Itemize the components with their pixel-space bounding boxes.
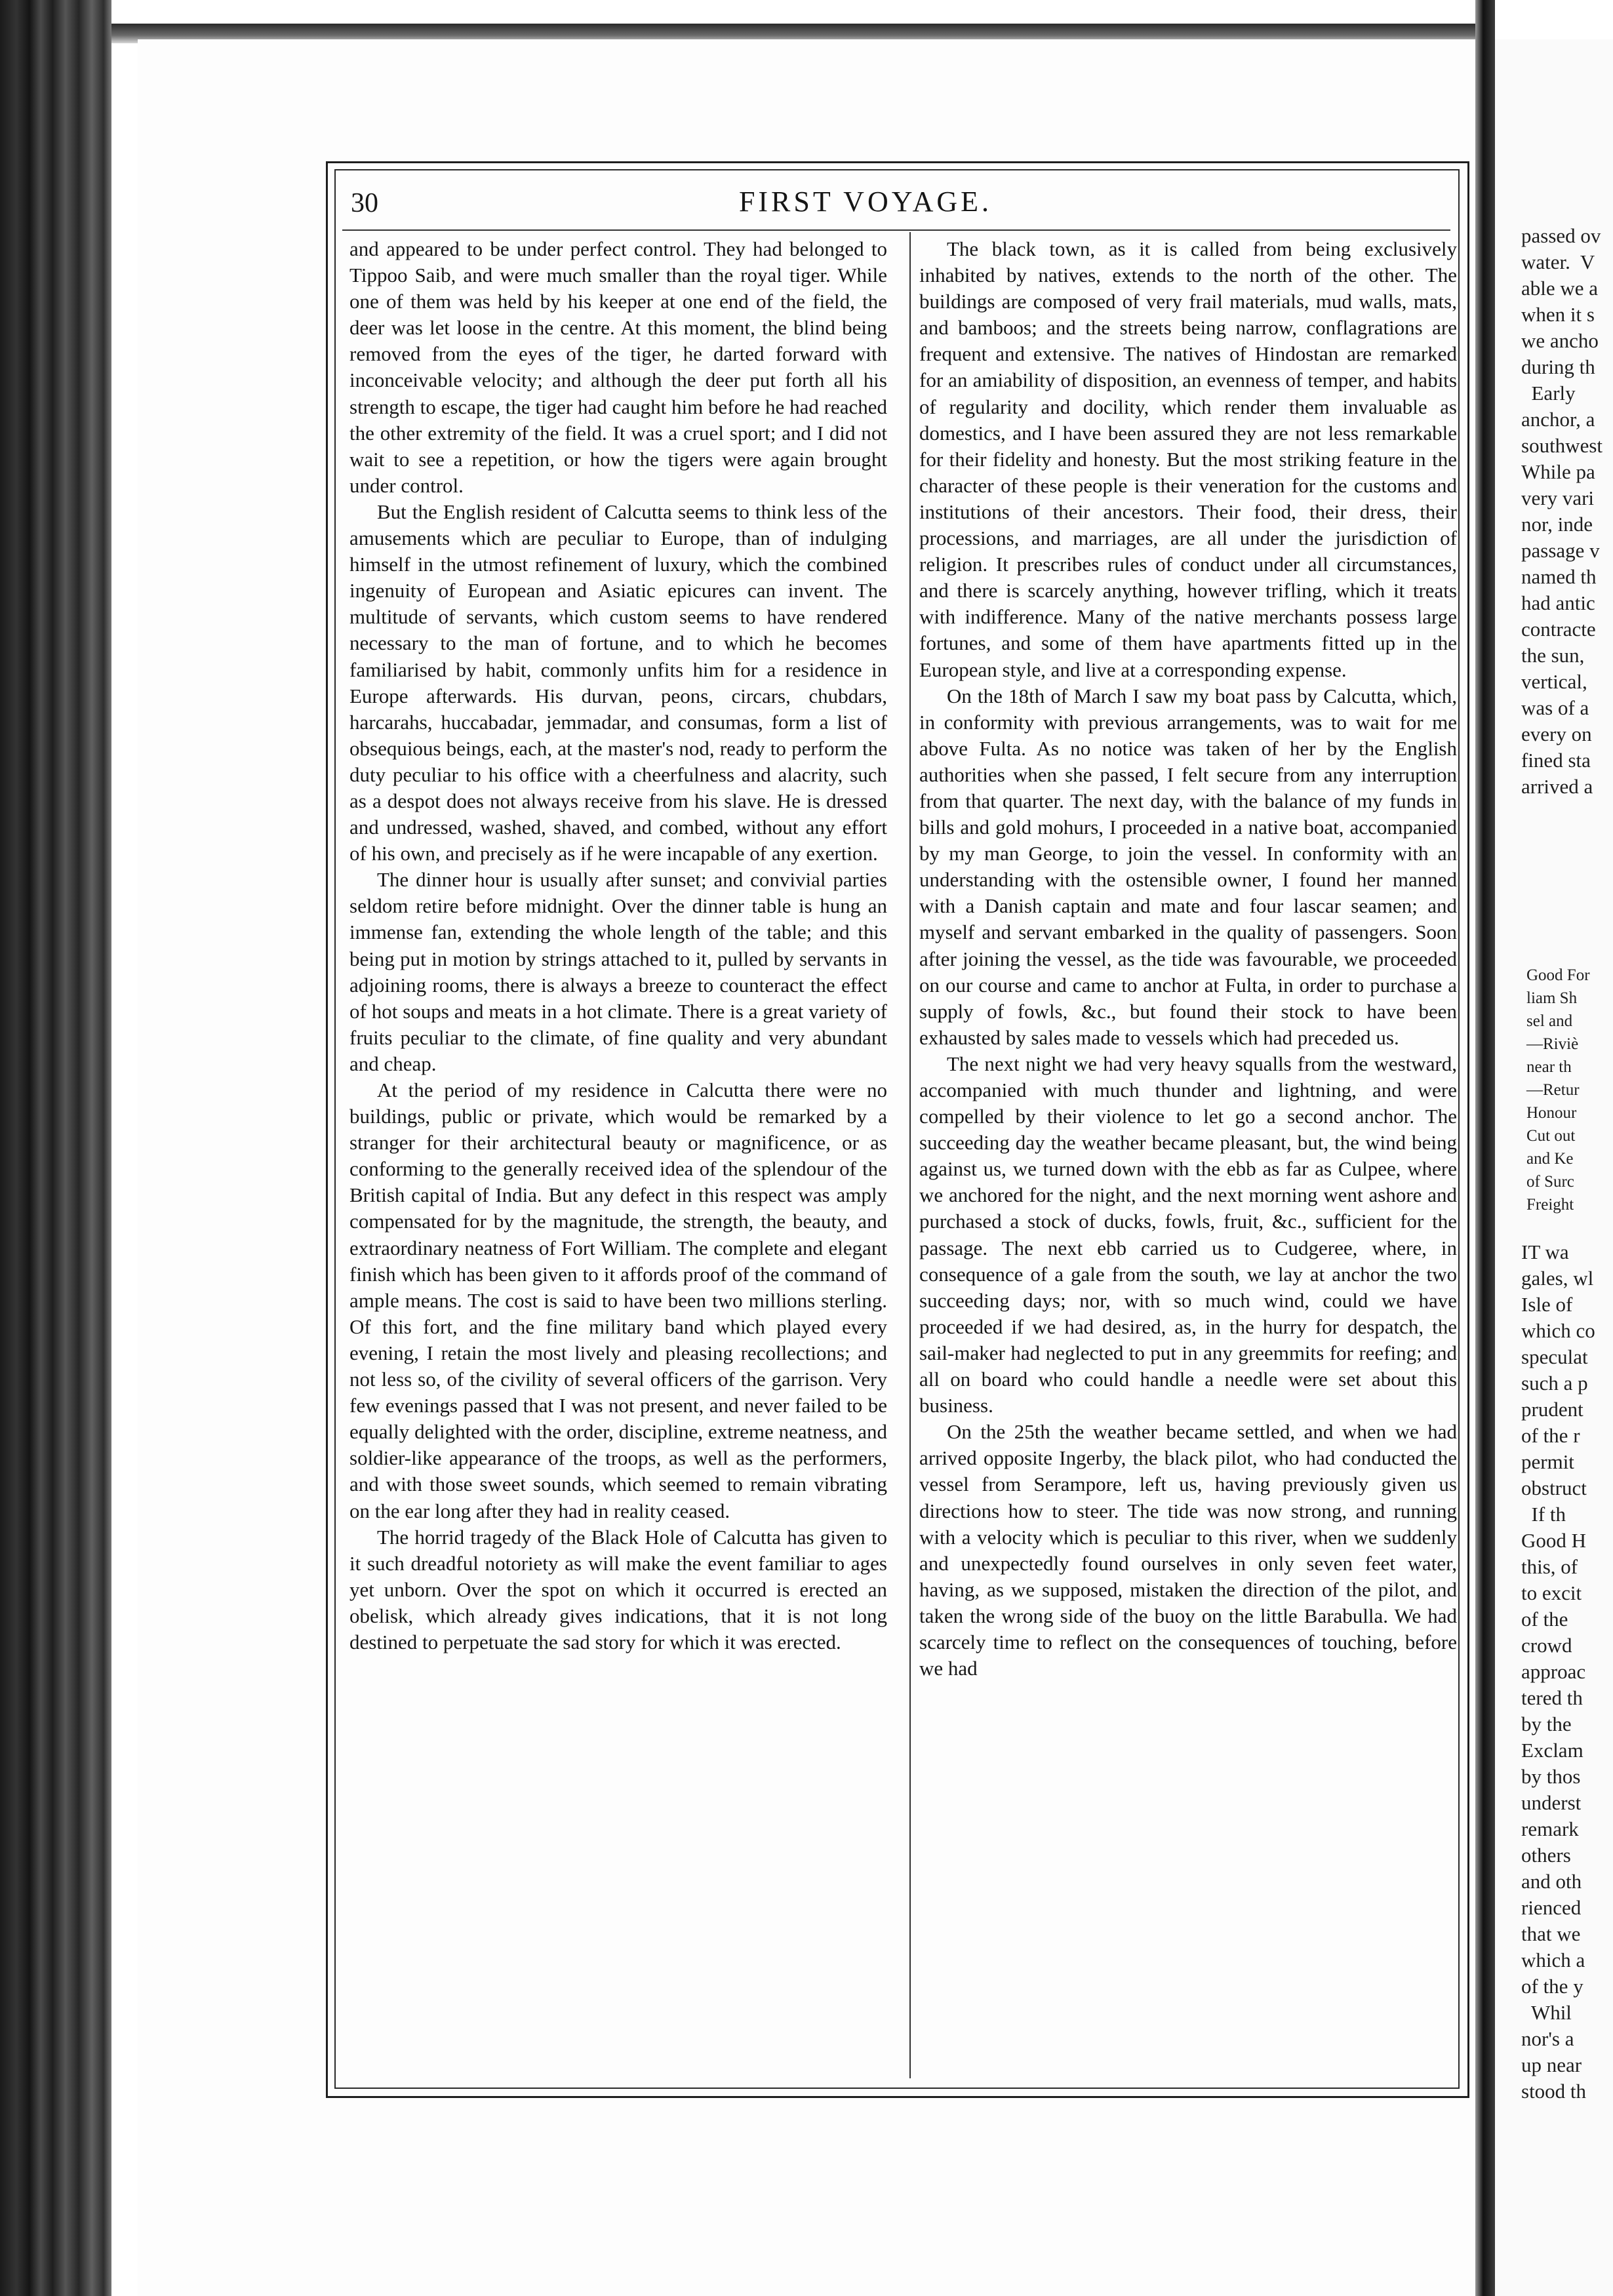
facing-page-line: contracte: [1521, 618, 1596, 641]
facing-page-line: of Surc: [1526, 1173, 1574, 1191]
facing-page-line: underst: [1521, 1791, 1582, 1814]
paragraph: and appeared to be under perfect control. They had belonged to Tippoo Saib, and were much smaller than the royal tiger. While one of them was held by his keeper at one end of the field, the deer was let loose in the centre. At this moment, the blind being removed from the eyes of the tiger, he darted forward with inconceivable velocity; and although the deer put forth all his strength to escape, the tiger had caught him before he had reached the other extremity of the field. It was a cruel sport; and I did not wait to see a repetition, or how the tigers were again brought under control.: [349, 237, 887, 497]
facing-page-line: to excit: [1521, 1581, 1582, 1604]
facing-page-top-text: [1521, 223, 1603, 800]
facing-page-line: others: [1521, 1844, 1571, 1867]
facing-page-line: and Ke: [1526, 1150, 1574, 1168]
facing-page-line: passage v: [1521, 539, 1600, 562]
facing-page-line: of the r: [1521, 1424, 1580, 1447]
facing-page-line: up near: [1521, 2053, 1582, 2076]
facing-page-line: gales, wl: [1521, 1267, 1594, 1290]
facing-page-line: Isle of: [1521, 1293, 1573, 1316]
facing-page-line: prudent: [1521, 1398, 1583, 1421]
facing-page-line: Honour: [1526, 1104, 1577, 1122]
facing-page-line: near th: [1526, 1058, 1572, 1076]
facing-page-line: Early: [1521, 382, 1576, 405]
facing-page-line: Freight: [1526, 1196, 1574, 1214]
facing-page-line: Whil: [1521, 2001, 1572, 2024]
facing-page-line: during th: [1521, 355, 1595, 378]
facing-page-line: IT wa: [1521, 1240, 1569, 1263]
facing-page-line: If th: [1521, 1503, 1566, 1526]
facing-page-line: nor, inde: [1521, 513, 1593, 536]
facing-page-line: this, of: [1521, 1555, 1578, 1578]
facing-page-line: had antic: [1521, 591, 1595, 614]
facing-page-line: Good For: [1526, 966, 1590, 984]
book-gutter: [1475, 0, 1495, 2296]
facing-page-line: permit: [1521, 1450, 1574, 1473]
facing-page-fragment: [1495, 39, 1613, 2296]
facing-page-line: fined sta: [1521, 749, 1591, 772]
facing-page-body-text: [1521, 1239, 1595, 2105]
left-text-column: [349, 236, 887, 2078]
facing-page-line: arrived a: [1521, 775, 1593, 798]
facing-page-line: nor's a: [1521, 2027, 1574, 2050]
paragraph: On the 18th of March I saw my boat pass by Calcutta, which, in conformity with previous arrangements, was to wait for me above Fulta. As no notice was taken of her by the English authorities when she passed, I felt secure from any interruption from that quarter. The next day, with the balance of my funds in bills and gold mohurs, I proceeded in a native boat, accompanied by my man George, to join the vessel. In conformity with an understanding with the ostensible owner, I found her manned with a Danish captain and mate and four lascar seamen; and myself and servant embarked in the quality of passengers. Soon after joining the vessel, as the tide was favourable, we proceeded on our course and came to anchor at Fulta, in order to purchase a supply of fowls, &c., but found their stock to have been exhausted by sales made to vessels which had preceded us.: [919, 684, 1457, 1049]
facing-page-line: —Riviè: [1526, 1035, 1579, 1053]
header-rule: [342, 229, 1450, 231]
facing-page-contents: [1526, 964, 1590, 1216]
facing-page-line: vertical,: [1521, 670, 1587, 693]
facing-page-line: While pa: [1521, 460, 1595, 483]
paragraph: The horrid tragedy of the Black Hole of Calcutta has given to it such dreadful notoriety as will make the event familiar to ages yet unborn. Over the spot on which it occurred is erected an obelisk, which already gives indications, that it is not long destined to perpetuate the sad story for which it was erected.: [349, 1525, 887, 1653]
facing-page-line: Cut out: [1526, 1127, 1576, 1145]
facing-page-line: —Retur: [1526, 1081, 1580, 1099]
facing-page-line: obstruct: [1521, 1476, 1587, 1499]
running-head: FIRST VOYAGE.: [738, 186, 993, 218]
facing-page-line: such a p: [1521, 1372, 1588, 1395]
right-text-column: [919, 236, 1457, 2078]
facing-page-line: every on: [1521, 722, 1592, 745]
column-divider: [909, 232, 911, 2078]
book-binding-shadow: [0, 0, 111, 2296]
facing-page-line: of the y: [1521, 1975, 1583, 1998]
facing-page-line: speculat: [1521, 1345, 1588, 1368]
facing-page-line: by the: [1521, 1712, 1572, 1735]
page-number: 30: [351, 188, 378, 218]
facing-page-line: was of a: [1521, 696, 1589, 719]
paragraph: The black town, as it is called from being exclusively inhabited by natives, extends to the north of the other. The buildings are composed of very frail materials, mud walls, mats, and bamboos; and the streets being narrow, conflagrations are frequent and extensive. The natives of Hindostan are remarked for an amiability of disposition, an evenness of temper, and habits of regularity and docility, which render them invaluable as domestics, and I have been assured they are not less remarkable for their fidelity and honesty. But the most striking feature in the character of these people is their veneration for the customs and institutions of their ancestors. Their food, their dress, their processions, and marriages, are all under the jurisdiction of religion. It prescribes rules of conduct under all circumstances, and there is scarcely anything, however trifling, which it treats with indifference. Many of the native merchants possess large fortunes, and some of them have apartments fitted up in the European style, and live at a corresponding expense.: [919, 237, 1457, 681]
facing-page-line: liam Sh: [1526, 989, 1578, 1007]
facing-page-line: Exclam: [1521, 1739, 1583, 1762]
facing-page-line: the sun,: [1521, 644, 1585, 667]
facing-page-line: water. V: [1521, 250, 1595, 273]
facing-page-line: stood th: [1521, 2080, 1587, 2103]
facing-page-line: rienced: [1521, 1896, 1582, 1919]
paragraph: On the 25th the weather became settled, and when we had arrived opposite Ingerby, the black pilot, who had conducted the vessel from Serampore, left us, having previously given us directions how to steer. The tide was now strong, and running with a velocity which is peculiar to this river, when we suddenly and unexpectedly found ourselves in only seven feet water, having, as we supposed, mistaken the direction of the pilot, and taken the wrong side of the buoy on the little Barabulla. We had scarcely time to reflect on the consequences of touching, before we had: [919, 1420, 1457, 1680]
facing-page-line: tered th: [1521, 1686, 1583, 1709]
facing-page-line: of the: [1521, 1608, 1568, 1631]
facing-page-line: crowd: [1521, 1634, 1572, 1657]
facing-page-line: named th: [1521, 565, 1597, 588]
facing-page-line: Good H: [1521, 1529, 1587, 1552]
paragraph: But the English resident of Calcutta seems to think less of the amusements which are peculiar to Europe, than of indulging himself in the utmost refinement of luxury, which the combined ingenuity of European and Asiatic epicures can invent. The multitude of servants, which custom seems to have rendered necessary to the man of fortune, and to which he becomes familiarised by habit, commonly unfits him for a residence in Europe afterwards. His durvan, peons, circars, chubdars, harcarahs, huccabadar, jemmadar, and consumas, form a list of obsequious beings, each, at the master's nod, ready to perform the duty peculiar to his office with a cheerfulness and alacrity, such as a despot does not always receive from his slave. He is dressed and undressed, washed, shaved, and combed, without any effort of his own, and precisely as if he were incapable of any exertion.: [349, 500, 887, 865]
facing-page-line: that we: [1521, 1922, 1581, 1945]
facing-page-line: which a: [1521, 1949, 1585, 1971]
facing-page-line: southwest: [1521, 434, 1603, 457]
facing-page-line: which co: [1521, 1319, 1595, 1342]
facing-page-line: very vari: [1521, 486, 1595, 509]
facing-page-line: anchor, a: [1521, 408, 1595, 431]
facing-page-line: approac: [1521, 1660, 1586, 1683]
facing-page-line: when it s: [1521, 303, 1595, 326]
paragraph: The next night we had very heavy squalls from the westward, accompanied with much thunder and lightning, and were compelled by their violence to let go a second anchor. The succeeding day the weather became pleasant, but, the wind being against us, we turned down with the ebb as far as Culpee, where we anchored for the night, and the next morning went ashore and purchased a stock of ducks, fowls, fruit, &c., sufficient for the passage. The next ebb carried us to Cudgeree, where, in consequence of a gale from the south, we lay at anchor the two succeeding days; nor, with so much wind, could we have proceeded if we had desired, as, in the hurry for despatch, the sail-maker had neglected to put in any greemmits for reefing; and all on board who could handle a needle were set about this business.: [919, 1052, 1457, 1417]
paragraph: At the period of my residence in Calcutta there were no buildings, public or private, which would be remarked by a stranger for their architectural beauty or magnificence, or as conforming to the generally received idea of the splendour of the British capital of India. But any defect in this respect was amply compensated for by the magnitude, the strength, the beauty, and extraordinary neatness of Fort William. The complete and elegant finish which has been given to it affords proof of the command of ample means. The cost is said to have been two millions sterling. Of this fort, and the fine military band which played every evening, I retain the most lively and pleasing recollections; and not less so, of the civility of several officers of the garrison. Very few evenings passed that I was not present, and never failed to be equally delighted with the order, discipline, extreme neatness, and soldier-like appearance of the troops, as well as the performers, and with those sweet sounds, which seemed to remain vibrating on the ear long after they had in reality ceased.: [349, 1079, 887, 1522]
facing-page-line: remark: [1521, 1817, 1579, 1840]
facing-page-line: sel and: [1526, 1012, 1573, 1030]
facing-page-line: by thos: [1521, 1765, 1581, 1788]
facing-page-line: and oth: [1521, 1870, 1582, 1893]
facing-page-line: we ancho: [1521, 329, 1599, 352]
paragraph: The dinner hour is usually after sunset; and convivial parties seldom retire before midnight. Over the dinner table is hung an immense fan, extending the whole length of the table; and this being put in motion by strings attached to it, pulled by servants in adjoining rooms, there is always a breeze to counteract the effect of hot soups and meats in a hot climate. There is a great variety of fruits peculiar to the climate, of fine quality and very abundant and cheap.: [349, 868, 887, 1075]
facing-page-line: able we a: [1521, 277, 1599, 300]
facing-page-line: passed ov: [1521, 224, 1601, 247]
